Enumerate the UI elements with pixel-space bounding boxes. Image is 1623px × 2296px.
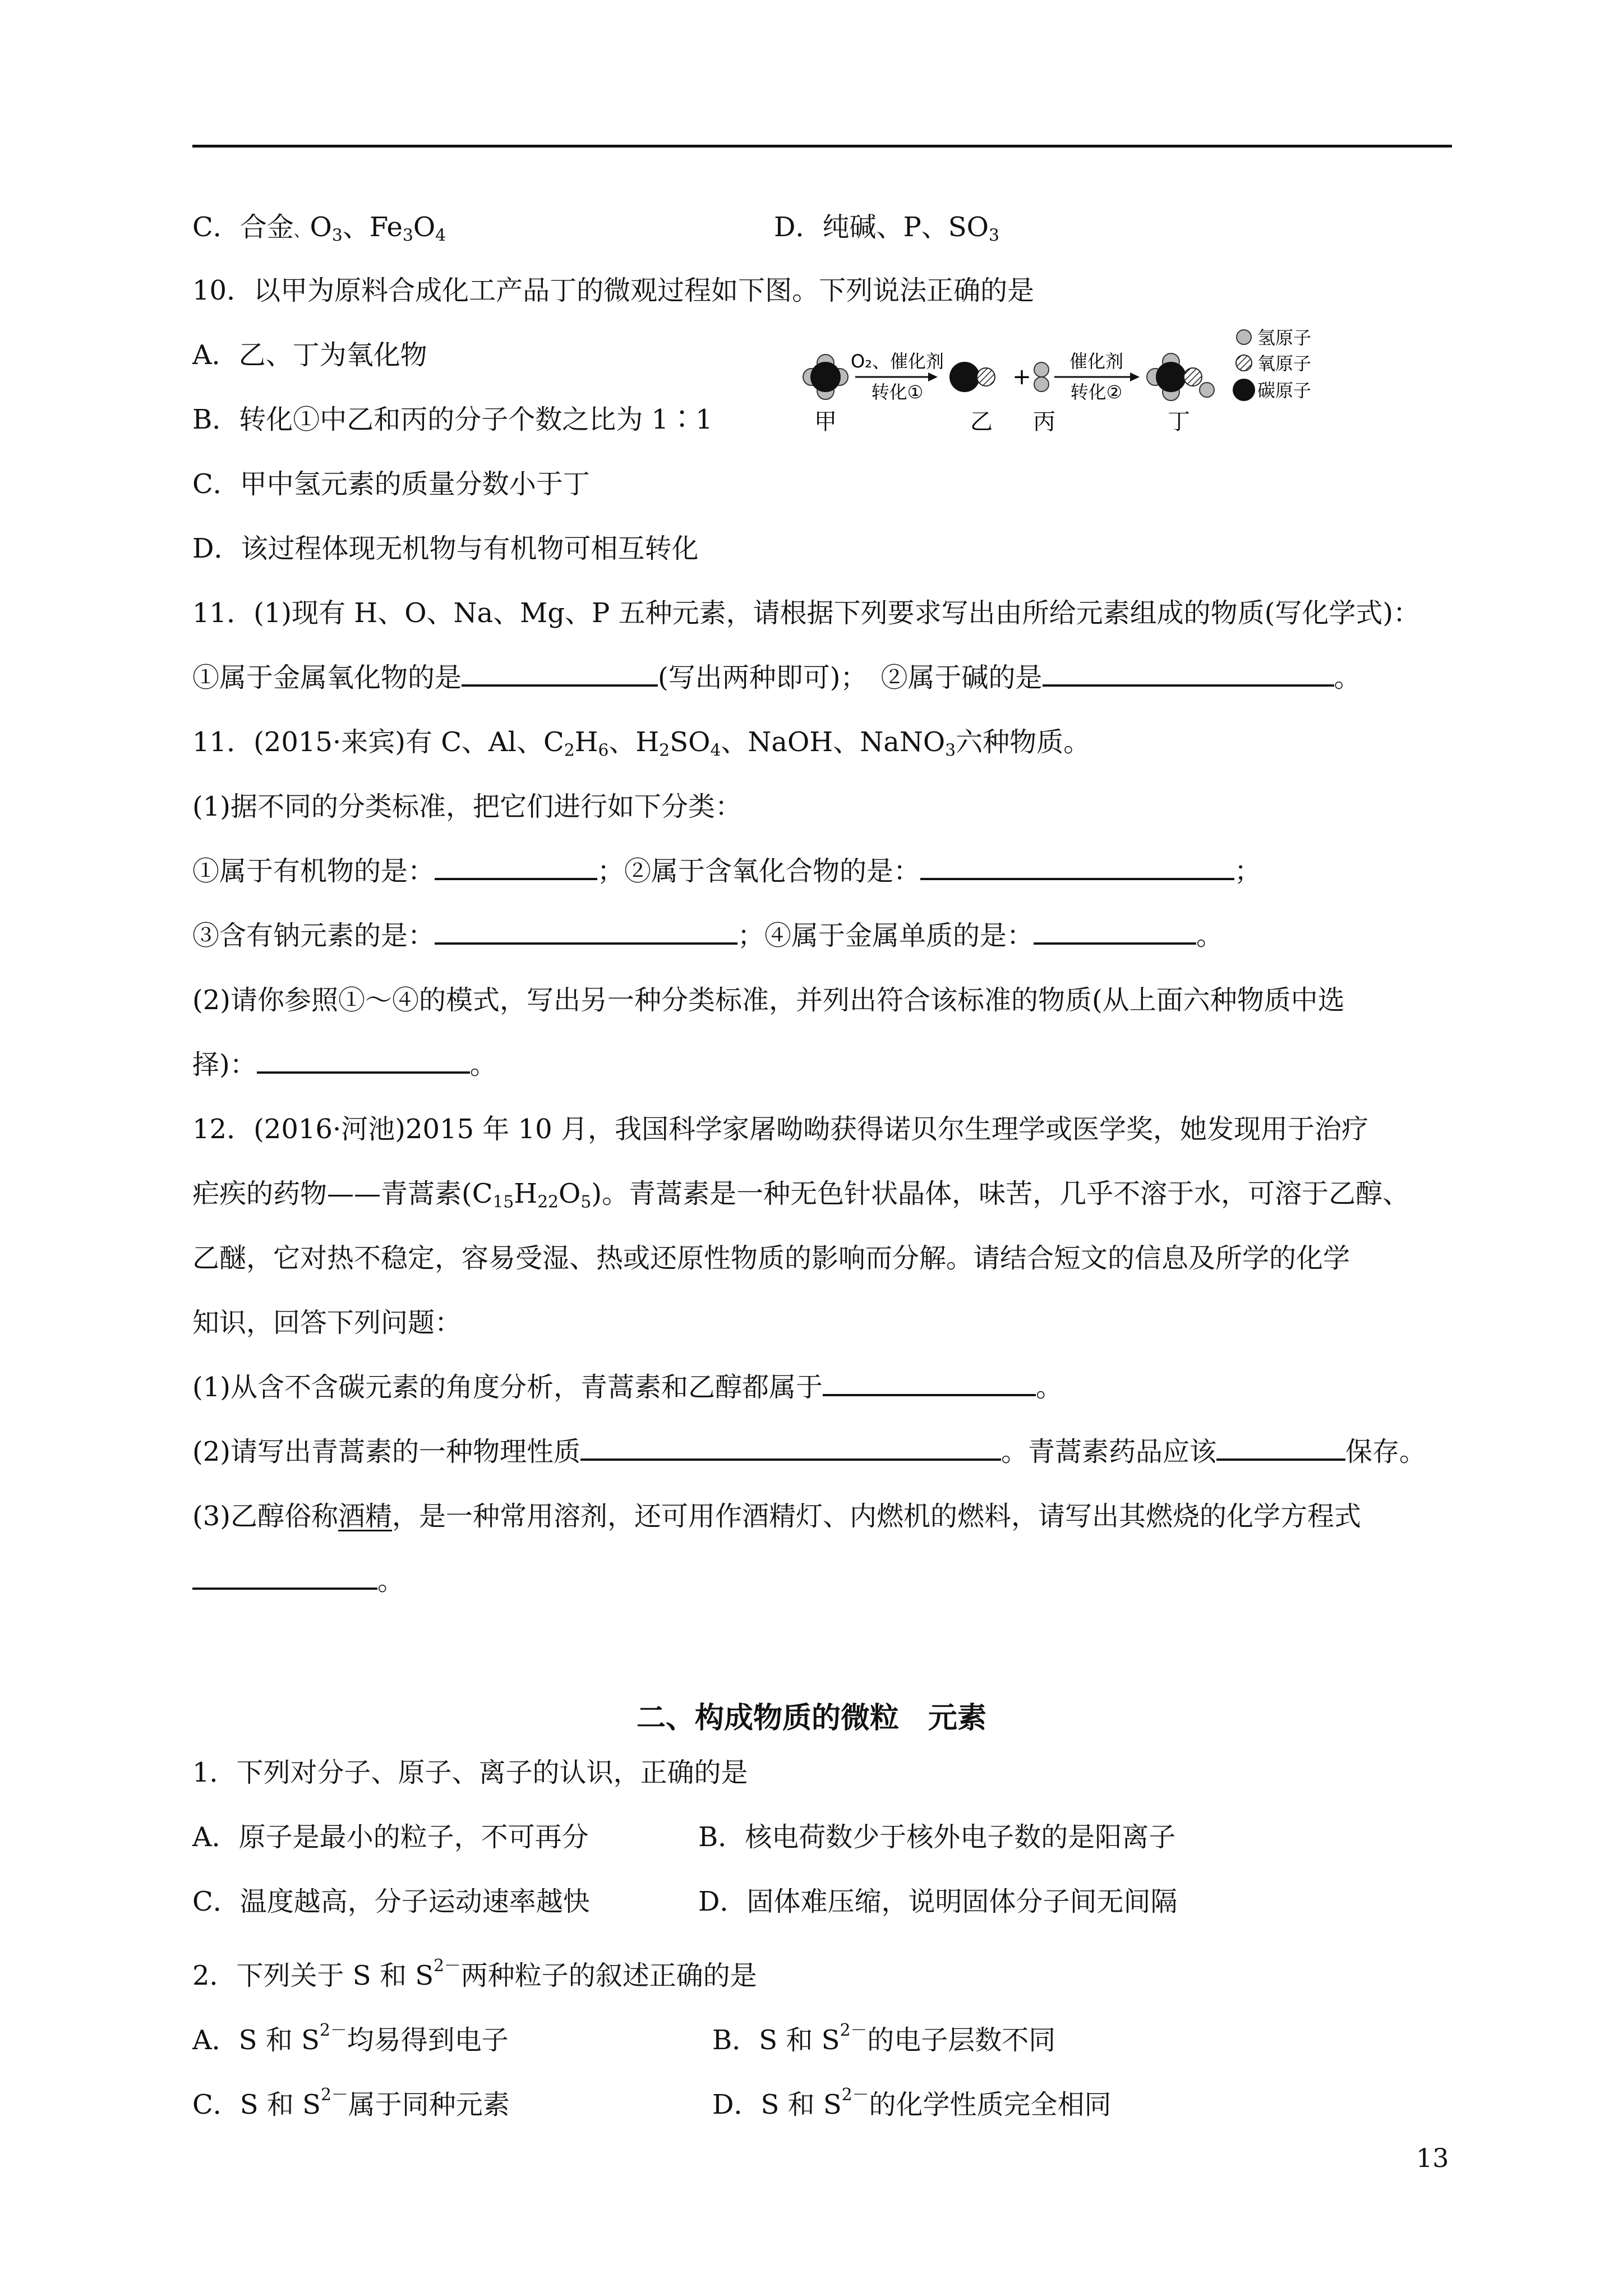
diagram-legend	[1233, 327, 1311, 401]
q11b-row2: ③含有钠元素的是： ；④属于金属单质的是： 。	[192, 920, 1224, 951]
molecule-yi	[949, 362, 995, 392]
s2-q2-option-a: A．S 和 $S^{2-}$均易得到电子	[192, 2021, 509, 2056]
s2-q2-option-c: C．S 和 $S^{2-}$属于同种元素	[192, 2085, 510, 2120]
arrow2-bottom-label: 转化②	[1070, 381, 1123, 403]
answer-blank[interactable]	[257, 1049, 470, 1074]
section-title: 二、构成物质的微粒 元素	[636, 1701, 986, 1735]
answer-blank[interactable]	[1043, 662, 1334, 687]
q11a-stem: 11．(1)现有 H、O、Na、Mg、P 五种元素，请根据下列要求写出由所给元素组成的物质(写化学式)：	[192, 597, 1421, 629]
q12-line3: 乙醚，它对热不稳定，容易受湿、热或还原性物质的影响而分解。请结合短文的信息及所学的化学	[192, 1243, 1350, 1274]
label-bing: 丙	[1033, 409, 1055, 435]
q12-part1: (1)从含不含碳元素的角度分析，青蒿素和乙醇都属于 。	[192, 1372, 1063, 1403]
molecule-bing	[1034, 362, 1049, 392]
q12-part2: (2)请写出青蒿素的一种物理性质 。青蒿素药品应该 保存。	[192, 1436, 1427, 1467]
answer-blank[interactable]	[435, 855, 597, 880]
q12-part3-answer: 。	[192, 1564, 404, 1598]
molecule-ding	[1147, 353, 1214, 401]
answer-blank[interactable]	[1216, 1436, 1345, 1461]
answer-blank[interactable]	[1034, 920, 1196, 945]
s2-q1-stem: 1．下列对分子、原子、离子的认识，正确的是	[192, 1757, 748, 1788]
q9-option-d: D．纯碱、P、$SO_3$	[774, 211, 999, 246]
legend-carbon: 碳原子	[1257, 380, 1312, 401]
s2-q1-option-a: A．原子是最小的粒子，不可再分	[192, 1821, 589, 1853]
molecule-jia	[803, 355, 848, 399]
q11a-answers: ①属于金属氧化物的是 (写出两种即可)； ②属于碱的是 。	[192, 662, 1361, 693]
label-yi: 乙	[970, 409, 993, 435]
q11b-row1: ①属于有机物的是： ；②属于含氧化合物的是： ；	[192, 855, 1262, 887]
q10-option-c: C．甲中氢元素的质量分数小于丁	[192, 468, 590, 500]
q11b-sub2-answer: 择)： 。	[192, 1049, 497, 1080]
arrow1-top-label: O₂、催化剂	[850, 351, 944, 372]
q12-line2: 疟疾的药物——青蒿素$(C_{15}H_{22}O_5)$。青蒿素是一种无色针状晶体，味苦，几乎不溶于水，可溶于乙醇、	[192, 1178, 1410, 1212]
q11b-stem: 11．(2015·来宾)有 C、Al、$C_2H_6$、$H_2SO_4$、NaOH、NaNO$_3$六种物质。	[192, 726, 1091, 761]
s2-q2-option-b: B．S 和 $S^{2-}$的电子层数不同	[712, 2021, 1056, 2056]
s2-q2-option-d: D．S 和 $S^{2-}$的化学性质完全相同	[712, 2085, 1112, 2120]
arrow-conversion-1	[851, 351, 944, 403]
q10-option-d: D．该过程体现无机物与有机物可相互转化	[192, 533, 699, 564]
arrow1-bottom-label: 转化①	[871, 381, 924, 403]
legend-hydrogen: 氢原子	[1257, 327, 1312, 348]
answer-blank[interactable]	[823, 1372, 1036, 1396]
q10-option-a: A．乙、丁为氧化物	[192, 339, 427, 371]
answer-blank[interactable]	[435, 920, 737, 945]
s2-q1-option-d: D．固体难压缩，说明固体分子间无间隔	[698, 1886, 1178, 1917]
page-number: 13	[1416, 2143, 1449, 2173]
q9-option-c: C．合金、$O_3$、$Fe_3O_4$	[192, 211, 446, 246]
answer-blank[interactable]	[462, 662, 658, 687]
q10-molecular-diagram	[785, 323, 1357, 440]
answer-blank[interactable]	[580, 1436, 1001, 1461]
label-jia: 甲	[814, 409, 837, 435]
s2-q1-option-c: C．温度越高，分子运动速率越快	[192, 1886, 590, 1917]
legend-oxygen: 氧原子	[1257, 353, 1312, 374]
q10-stem: 10．以甲为原料合成化工产品丁的微观过程如下图。下列说法正确的是	[192, 275, 1035, 306]
plus-sign: +	[1012, 364, 1031, 390]
answer-blank[interactable]	[920, 855, 1234, 880]
s2-q2-stem: 2．下列关于 S 和 $S^{2-}$两种粒子的叙述正确的是	[192, 1956, 757, 1991]
q12-line1: 12．(2016·河池)2015 年 10 月，我国科学家屠呦呦获得诺贝尔生理学或医学奖，她发现用于治疗	[192, 1114, 1368, 1145]
header-rule	[192, 145, 1452, 148]
s2-q1-option-b: B．核电荷数少于核外电子数的是阳离子	[698, 1821, 1176, 1853]
q12-line4: 知识，回答下列问题：	[192, 1307, 462, 1338]
q11b-sub2: (2)请你参照①～④的模式，写出另一种分类标准，并列出符合该标准的物质(从上面六种物质中选	[192, 984, 1345, 1016]
arrow2-top-label: 催化剂	[1069, 351, 1124, 372]
label-ding: 丁	[1168, 409, 1190, 435]
q11b-sub1: (1)据不同的分类标准，把它们进行如下分类：	[192, 791, 742, 822]
answer-blank[interactable]	[192, 1565, 377, 1590]
q10-option-b: B．转化①中乙和丙的分子个数之比为 1∶1	[192, 404, 713, 435]
arrow-conversion-2	[1054, 351, 1140, 403]
q12-part3: (3)乙醇俗称酒精，是一种常用溶剂，还可用作酒精灯、内燃机的燃料，请写出其燃烧的化学方程式	[192, 1501, 1362, 1532]
